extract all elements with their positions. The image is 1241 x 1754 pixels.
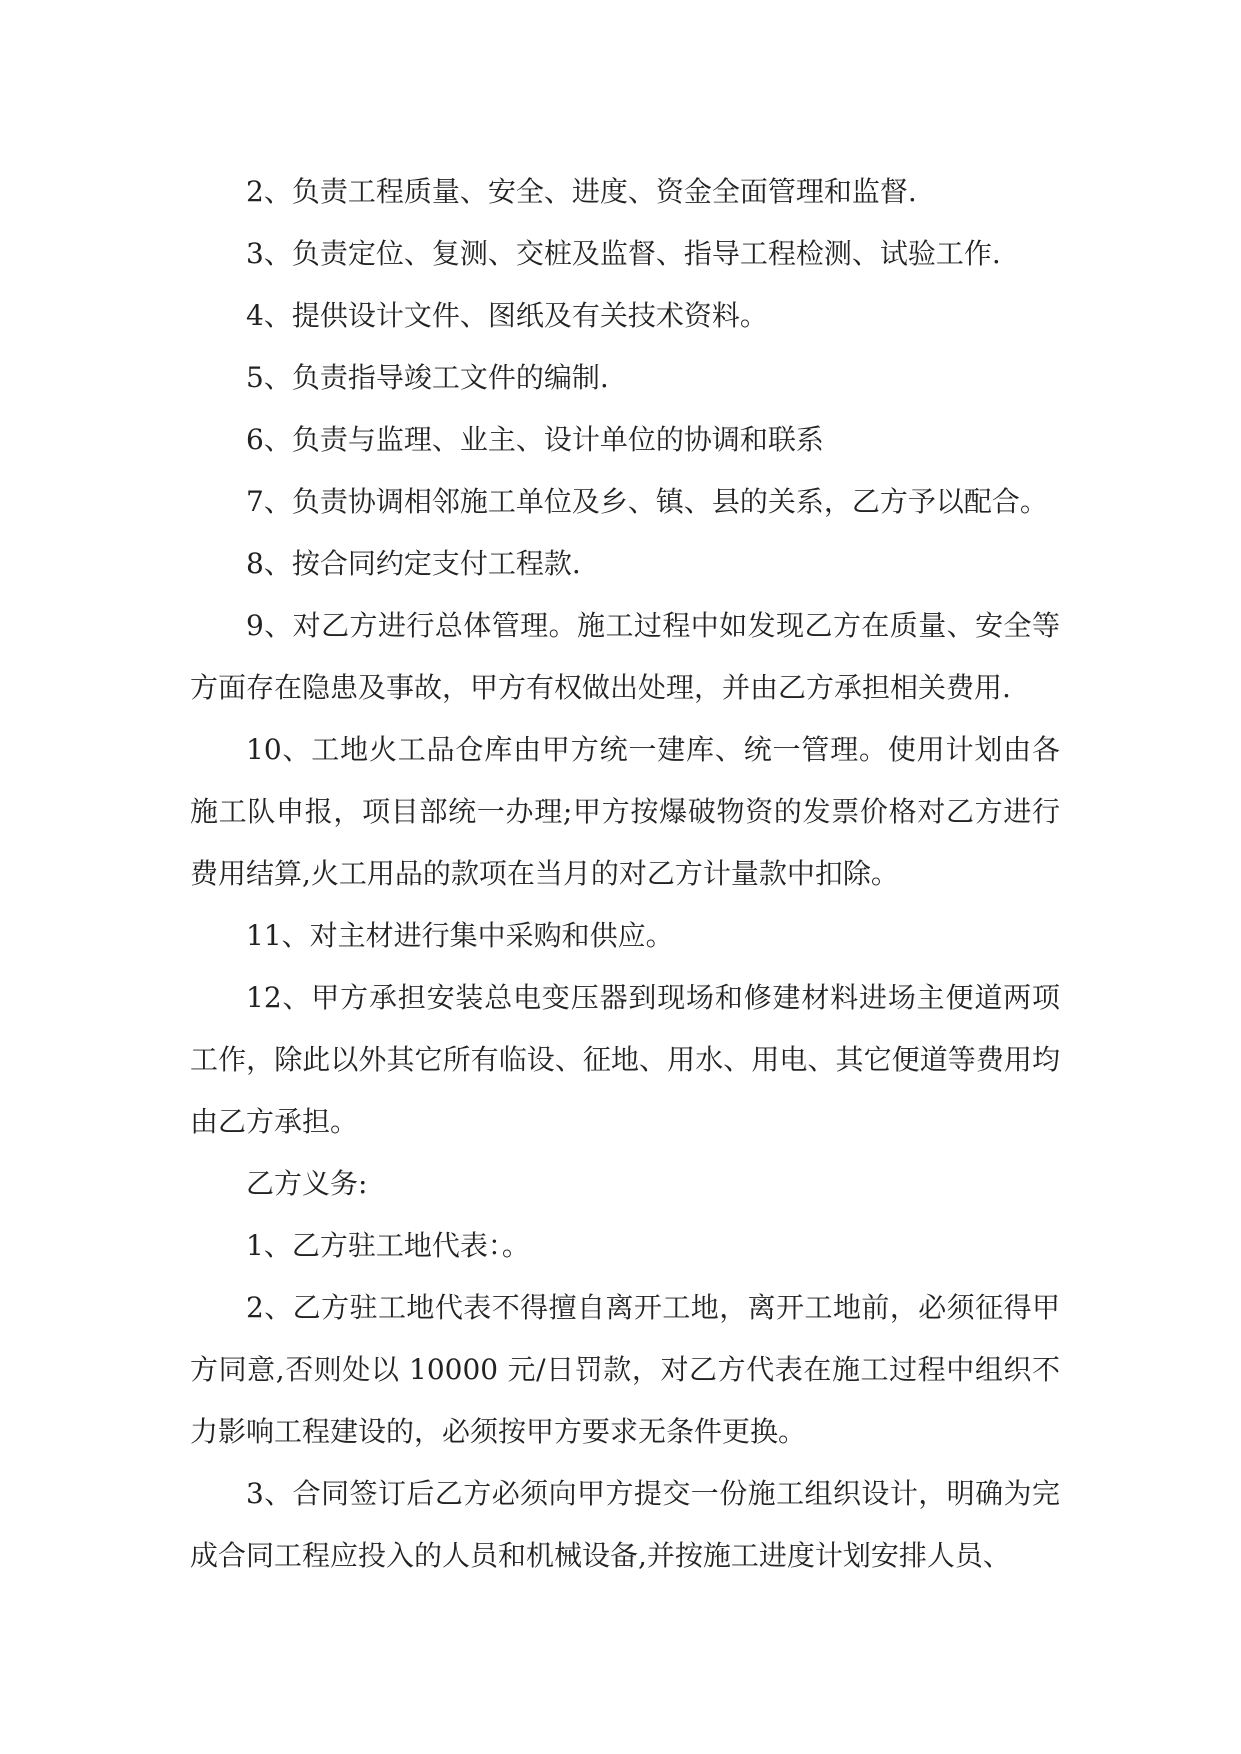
paragraph-item-9: 9、对乙方进行总体管理。施工过程中如发现乙方在质量、安全等方面存在隐患及事故，甲方有权做出处理，并由乙方承担相关费用. xyxy=(190,609,1060,704)
paragraph-item-4: 4、提供设计文件、图纸及有关技术资料。 xyxy=(246,299,768,332)
paragraph-item-11: 11、对主材进行集中采购和供应。 xyxy=(246,919,674,952)
paragraph-item-2: 2、负责工程质量、安全、进度、资金全面管理和监督. xyxy=(246,175,917,208)
paragraph-item-10: 10、工地火工品仓库由甲方统一建库、统一管理。使用计划由各施工队申报，项目部统一办理;甲方按爆破物资的发票价格对乙方进行费用结算,火工用品的款项在当月的对乙方计量款中扣除。 xyxy=(190,733,1060,890)
paragraph-b-item-1: 1、乙方驻工地代表：。 xyxy=(246,1229,530,1262)
paragraph-item-5: 5、负责指导竣工文件的编制. xyxy=(246,361,609,394)
paragraph-item-7: 7、负责协调相邻施工单位及乡、镇、县的关系，乙方予以配合。 xyxy=(246,485,1048,518)
section-heading-party-b-obligations: 乙方义务: xyxy=(246,1167,368,1200)
paragraph-b-item-3: 3、合同签订后乙方必须向甲方提交一份施工组织设计，明确为完成合同工程应投入的人员和机械设备,并按施工进度计划安排人员、 xyxy=(190,1477,1060,1572)
paragraph-item-8: 8、按合同约定支付工程款. xyxy=(246,547,581,580)
paragraph-item-6: 6、负责与监理、业主、设计单位的协调和联系 xyxy=(246,423,824,456)
paragraph-item-12: 12、甲方承担安装总电变压器到现场和修建材料进场主便道两项工作，除此以外其它所有临设、征地、用水、用电、其它便道等费用均由乙方承担。 xyxy=(190,981,1060,1138)
document-body xyxy=(190,161,1060,1587)
paragraph-item-3: 3、负责定位、复测、交桩及监督、指导工程检测、试验工作. xyxy=(246,237,1001,270)
paragraph-b-item-2: 2、乙方驻工地代表不得擅自离开工地，离开工地前，必须征得甲方同意,否则处以 10000 元/日罚款，对乙方代表在施工过程中组织不力影响工程建设的，必须按甲方要求无条件更换。 xyxy=(190,1291,1060,1448)
